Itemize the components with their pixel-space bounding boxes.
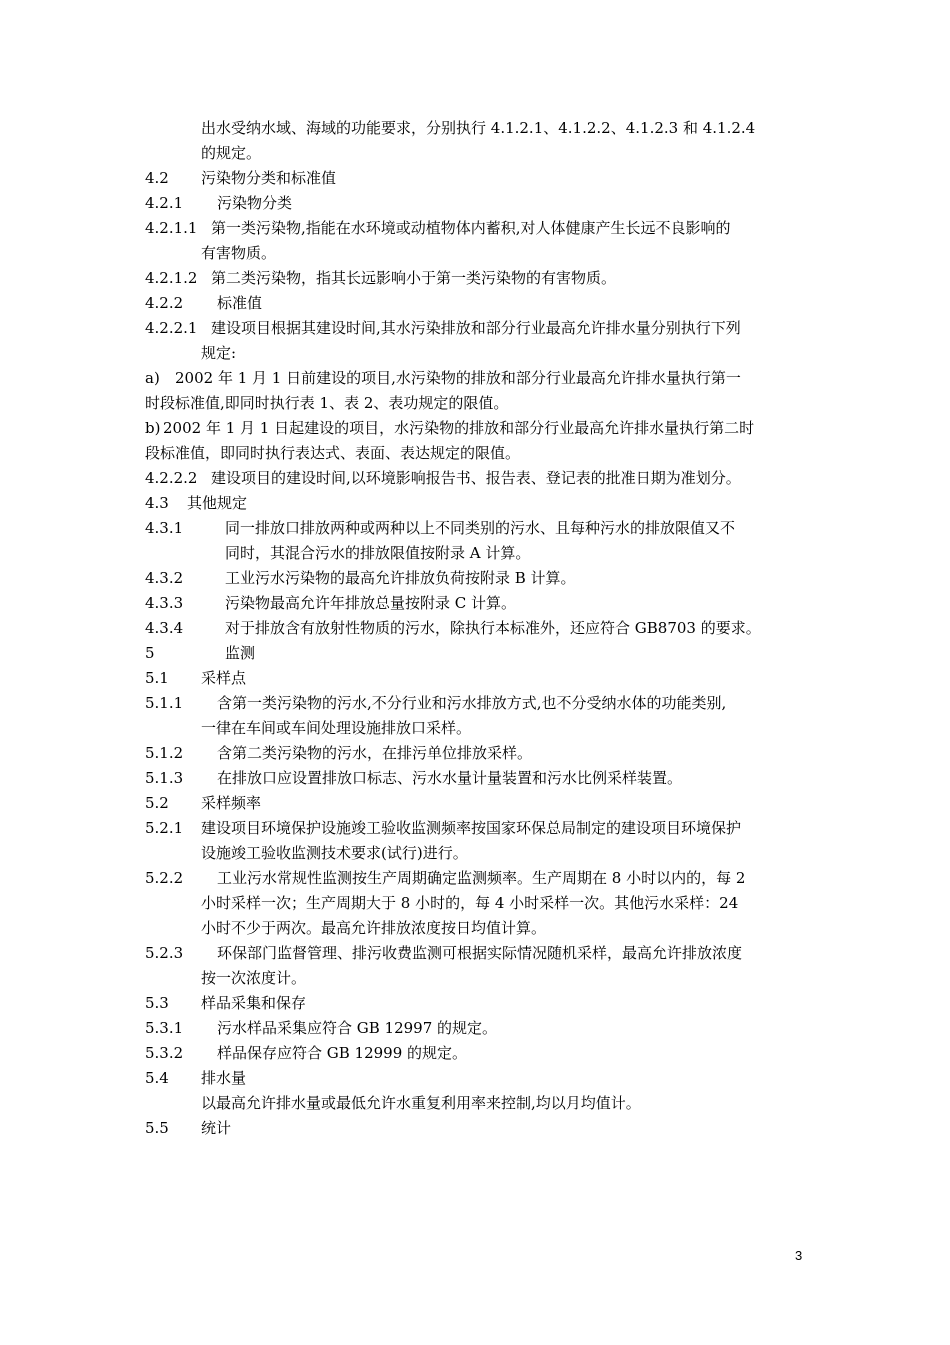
section-number: 5.1 (145, 669, 169, 687)
section-number: 5 (145, 644, 155, 662)
text-line: 一律在车间或车间处理设施排放口采样。 (201, 719, 472, 737)
text-line: 在排放口应设置排放口标志、污水水量计量装置和污水比例采样装置。 (217, 769, 683, 787)
section-heading: 污染物分类和标准值 (201, 169, 337, 187)
section-number: 4.3.3 (145, 594, 184, 612)
text-line: 含第二类污染物的污水，在排污单位排放采样。 (217, 744, 533, 762)
text-line: 小时不少于两次。最高允许排放浓度按日均值计算。 (201, 919, 547, 937)
text-line: 第一类污染物,指能在水环境或动植物体内蓄积,对人体健康产生长远不良影响的 (211, 219, 731, 237)
text-line: 段标准值，即同时执行表达式、表面、表达规定的限值。 (145, 444, 521, 462)
section-heading: 统计 (201, 1119, 232, 1137)
text-line: 含第一类污染物的污水,不分行业和污水排放方式,也不分受纳水体的功能类别, (217, 694, 727, 712)
section-number: 5.1.2 (145, 744, 184, 762)
section-number: 4.2.2 (145, 294, 184, 312)
section-heading: 污染物分类 (217, 194, 293, 212)
section-heading: 样品采集和保存 (201, 994, 307, 1012)
text-line: 出水受纳水域、海域的功能要求，分别执行 4.1.2.1、4.1.2.2、4.1.2.3 和 4.1.2.4 (201, 119, 756, 137)
text-line: 污染物最高允许年排放总量按附录 C 计算。 (225, 594, 517, 612)
section-number: 4.2.1 (145, 194, 184, 212)
list-marker: b) (145, 419, 161, 437)
text-line: 第二类污染物，指其长远影响小于第一类污染物的有害物质。 (211, 269, 617, 287)
section-number: 5.4 (145, 1069, 169, 1087)
text-line: 的规定。 (201, 144, 262, 162)
section-number: 5.1.3 (145, 769, 184, 787)
section-number: 4.2.1.2 (145, 269, 198, 287)
section-heading: 监测 (225, 644, 256, 662)
section-number: 5.2.2 (145, 869, 184, 887)
text-line: 设施竣工验收监测技术要求(试行)进行。 (201, 844, 468, 862)
section-number: 5.3.2 (145, 1044, 184, 1062)
section-number: 5.1.1 (145, 694, 184, 712)
text-line: 工业污水常规性监测按生产周期确定监测频率。生产周期在 8 小时以内的，每 2 (217, 869, 746, 887)
section-number: 4.3.1 (145, 519, 184, 537)
section-number: 5.2 (145, 794, 169, 812)
section-number: 5.5 (145, 1119, 169, 1137)
section-number: 4.2.2.1 (145, 319, 198, 337)
list-marker: a) (145, 369, 160, 387)
section-heading: 采样频率 (201, 794, 262, 812)
section-number: 4.3.4 (145, 619, 184, 637)
text-line: 小时采样一次；生产周期大于 8 小时的，每 4 小时采样一次。其他污水采样：24 (201, 894, 739, 912)
text-line: 按一次浓度计。 (201, 969, 307, 987)
page-number: 3 (795, 1248, 803, 1263)
text-line: 样品保存应符合 GB 12999 的规定。 (217, 1044, 468, 1062)
text-line: 建设项目根据其建设时间,其水污染排放和部分行业最高允许排水量分别执行下列 (211, 319, 741, 337)
section-heading: 标准值 (217, 294, 263, 312)
section-number: 4.2 (145, 169, 169, 187)
text-line: 工业污水污染物的最高允许排放负荷按附录 B 计算。 (225, 569, 576, 587)
section-number: 5.3.1 (145, 1019, 184, 1037)
text-line: 建设项目环境保护设施竣工验收监测频率按国家环保总局制定的建设项目环境保护 (201, 819, 742, 837)
text-line: 有害物质。 (201, 244, 277, 262)
section-number: 5.2.1 (145, 819, 184, 837)
text-line: 时段标准值,即同时执行表 1、表 2、表功规定的限值。 (145, 394, 509, 412)
text-line: 同一排放口排放两种或两种以上不同类别的污水、且每种污水的排放限值又不 (225, 519, 736, 537)
text-line: 污水样品采集应符合 GB 12997 的规定。 (217, 1019, 498, 1037)
section-heading: 采样点 (201, 669, 247, 687)
section-number: 4.2.2.2 (145, 469, 198, 487)
section-number: 4.3.2 (145, 569, 184, 587)
section-heading: 排水量 (201, 1069, 247, 1087)
section-heading: 其他规定 (187, 494, 248, 512)
text-line: 规定: (201, 344, 237, 362)
text-line: 对于排放含有放射性物质的污水，除执行本标准外，还应符合 GB8703 的要求。 (225, 619, 761, 637)
text-line: 环保部门监督管理、排污收费监测可根据实际情况随机采样，最高允许排放浓度 (217, 944, 743, 962)
text-line: 2002 年 1 月 1 日前建设的项目,水污染物的排放和部分行业最高允许排水量执行第一 (175, 369, 741, 387)
section-number: 5.3 (145, 994, 169, 1012)
section-number: 4.3 (145, 494, 169, 512)
text-line: 2002 年 1 月 1 日起建设的项目，水污染物的排放和部分行业最高允许排水量执行第二时 (163, 419, 755, 437)
text-line: 同时，其混合污水的排放限值按附录 A 计算。 (225, 544, 531, 562)
text-line: 建设项目的建设时间,以环境影响报告书、报告表、登记表的批准日期为准划分。 (211, 469, 741, 487)
section-number: 4.2.1.1 (145, 219, 198, 237)
text-line: 以最高允许排水量或最低允许水重复利用率来控制,均以月均值计。 (201, 1094, 641, 1112)
section-number: 5.2.3 (145, 944, 184, 962)
